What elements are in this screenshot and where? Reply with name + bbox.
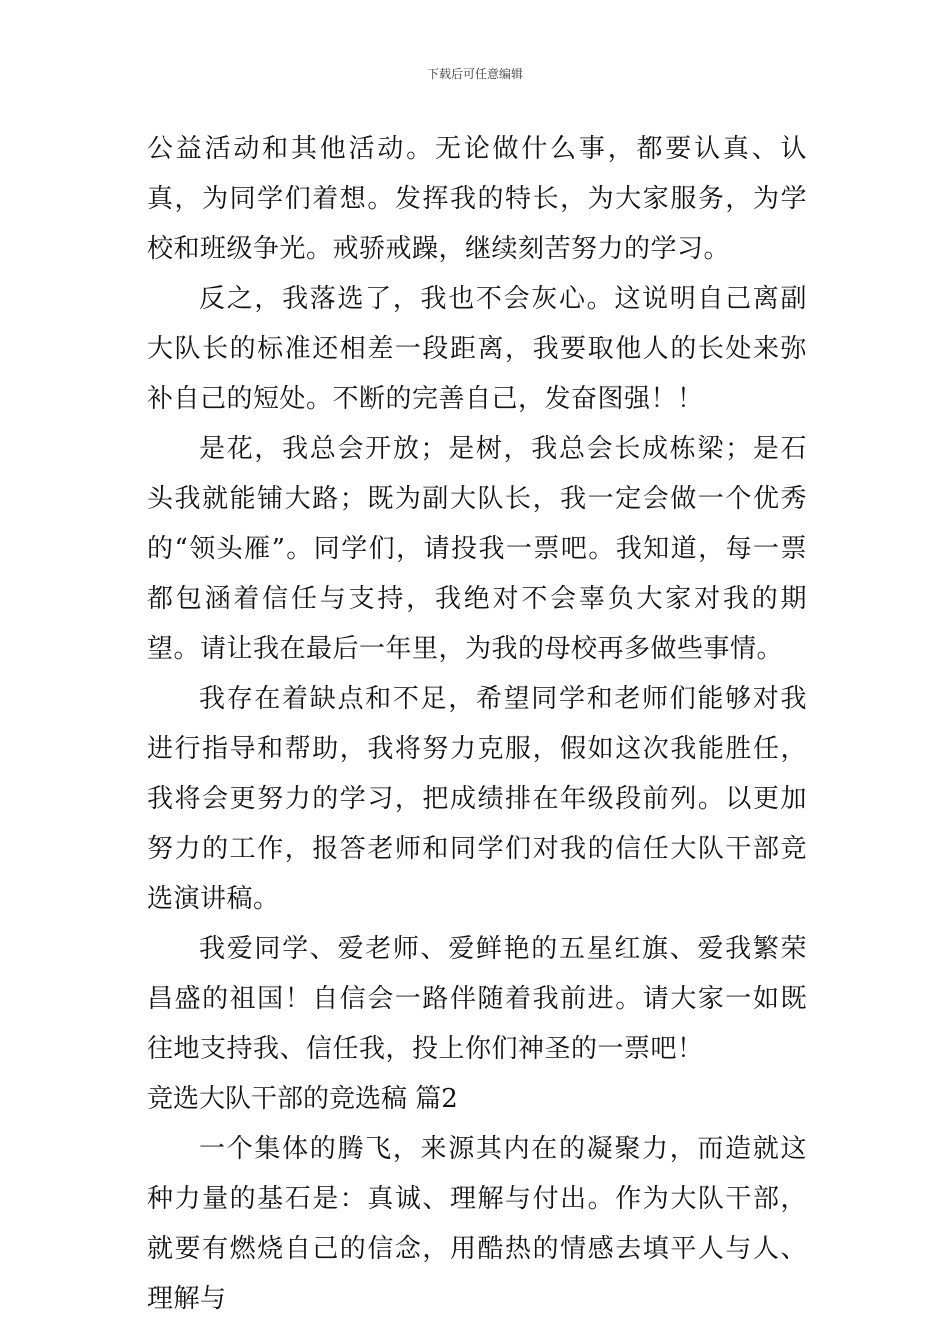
paragraph-6: 一个集体的腾飞，来源其内在的凝聚力，而造就这种力量的基石是：真诚、理解与付出。作为大队干部，就要有燃烧自己的信念，用酷热的情感去填平人与人、理解与 xyxy=(147,1134,807,1314)
paragraph-4: 我存在着缺点和不足，希望同学和老师们能够对我进行指导和帮助，我将努力克服，假如这次我能胜任，我将会更努力的学习，把成绩排在年级段前列。以更加努力的工作，报答老师和同学们对我的信任大队干部竞选演讲稿。 xyxy=(147,684,807,914)
document-body xyxy=(147,124,807,1324)
section-heading: 竞选大队干部的竞选稿 篇2 xyxy=(147,1084,458,1114)
page-header: 下载后可任意编辑 xyxy=(426,67,523,81)
paragraph-1: 公益活动和其他活动。无论做什么事，都要认真、认真，为同学们着想。发挥我的特长，为大家服务，为学校和班级争光。戒骄戒躁，继续刻苦努力的学习。 xyxy=(147,134,807,264)
paragraph-2: 反之，我落选了，我也不会灰心。这说明自己离副大队长的标准还相差一段距离，我要取他人的长处来弥补自己的短处。不断的完善自己，发奋图强！！ xyxy=(147,284,807,414)
paragraph-3: 是花，我总会开放；是树，我总会长成栋梁；是石头我就能铺大路；既为副大队长，我一定会做一个优秀的“领头雁”。同学们，请投我一票吧。我知道，每一票都包涵着信任与支持，我绝对不会辜负大家对我的期望。请让我在最后一年里，为我的母校再多做些事情。 xyxy=(147,434,807,664)
paragraph-5: 我爱同学、爱老师、爱鲜艳的五星红旗、爱我繁荣昌盛的祖国！自信会一路伴随着我前进。请大家一如既往地支持我、信任我，投上你们神圣的一票吧！ xyxy=(147,934,807,1064)
